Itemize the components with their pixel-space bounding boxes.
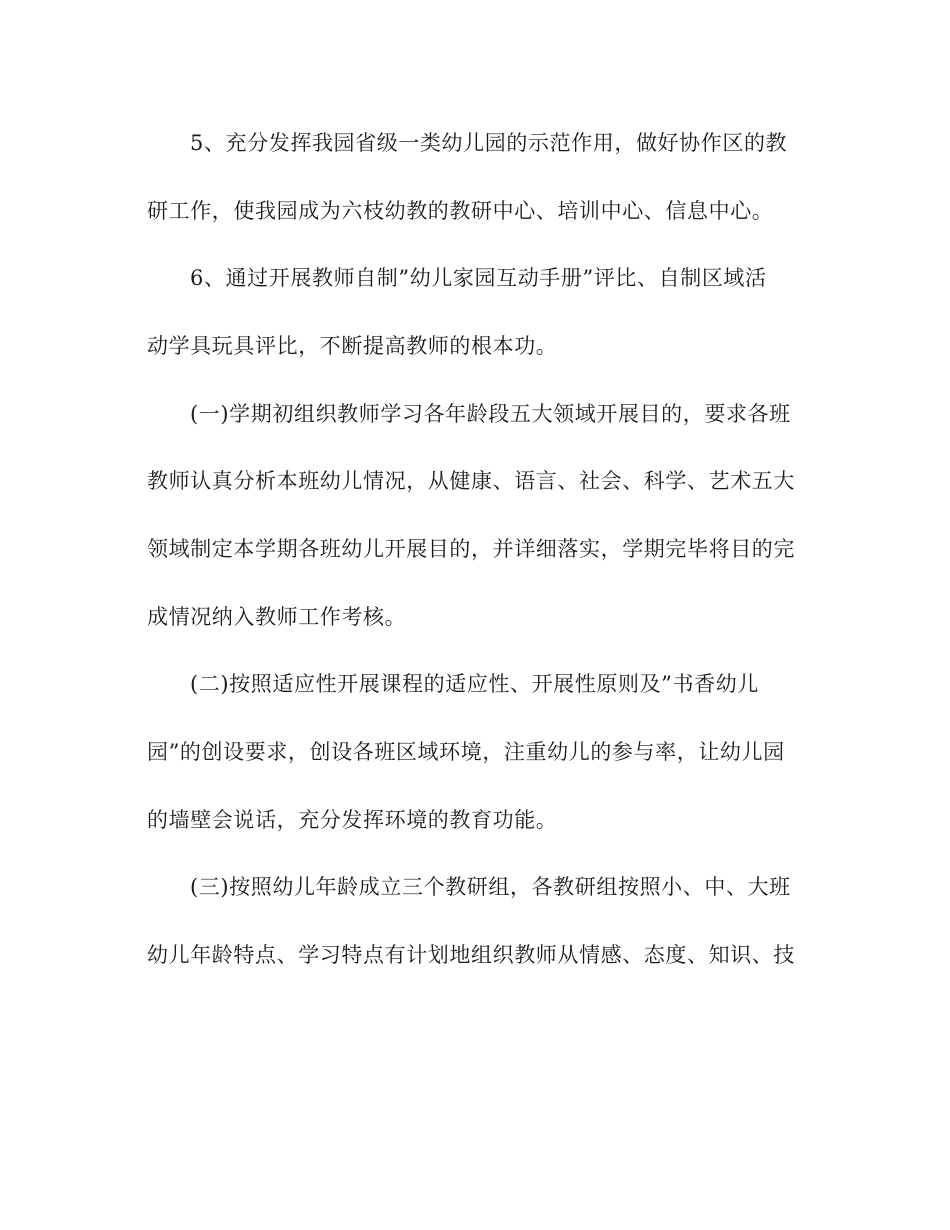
- text-line: 6、通过开展教师自制”幼儿家园互动手册”评比、自制区域活: [190, 266, 767, 290]
- text-line: 园”的创设要求，创设各班区域环境，注重幼儿的参与率，让幼儿园: [147, 740, 785, 764]
- text-line: 研工作，使我园成为六枝幼教的教研中心、培训中心、信息中心。: [147, 199, 774, 223]
- text-line: 5、充分发挥我园省级一类幼儿园的示范作用，做好协作区的教: [190, 131, 788, 155]
- text-line: (一)学期初组织教师学习各年龄段五大领域开展目的，要求各班: [190, 402, 791, 426]
- text-line: 的墙壁会说话，充分发挥环境的教育功能。: [147, 808, 558, 832]
- text-line: 教师认真分析本班幼儿情况，从健康、语言、社会、科学、艺术五大: [147, 469, 795, 493]
- text-line: 领域制定本学期各班幼儿开展目的，并详细落实，学期完毕将目的完: [147, 537, 795, 561]
- text-line: 动学具玩具评比，不断提高教师的根本功。: [147, 334, 558, 358]
- text-line: (三)按照幼儿年龄成立三个教研组，各教研组按照小、中、大班: [190, 875, 791, 899]
- text-line: (二)按照适应性开展课程的适应性、开展性原则及”书香幼儿: [190, 672, 759, 696]
- text-line: 成情况纳入教师工作考核。: [147, 605, 407, 629]
- text-line: 幼儿年龄特点、学习特点有计划地组织教师从情感、态度、知识、技: [147, 943, 795, 967]
